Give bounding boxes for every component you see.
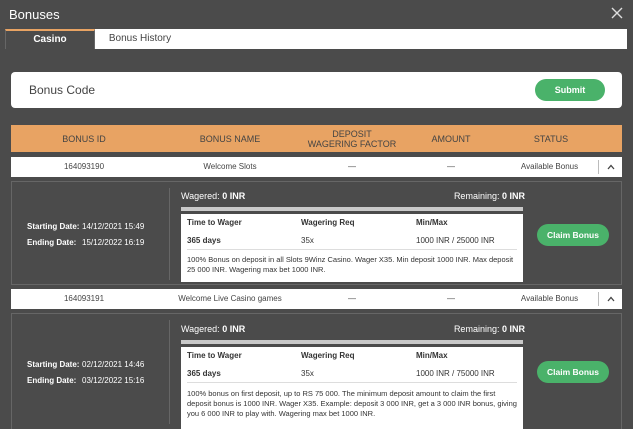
min-max-value: 1000 INR / 25000 INR xyxy=(416,236,495,245)
tab-bar xyxy=(5,29,627,49)
ending-date: Ending Date: 15/12/2022 16:19 xyxy=(27,238,145,247)
time-to-wager-value: 365 days xyxy=(187,369,221,378)
bonus-name: Welcome Slots xyxy=(203,162,257,171)
bonus-id: 164093190 xyxy=(63,162,105,171)
starting-date: Starting Date: 02/12/2021 14:46 xyxy=(27,360,145,369)
tab-bonus-history[interactable]: Bonus History xyxy=(95,29,185,49)
bonus-code-input[interactable]: Bonus Code xyxy=(29,83,96,97)
header-bonus-name: BONUS NAME xyxy=(199,133,261,144)
chevron-up-icon[interactable] xyxy=(605,161,617,173)
bonus-name: Welcome Live Casino games xyxy=(178,294,282,303)
bonus-description: 100% bonus on first deposit, up to RS 75 000. The minimum deposit amount to claim the first deposit bonus is 1000 INR. Wager X35. Example: deposit 3 000 INR, get a 3 000 INR bonus, giving you 6 000 INR to play with. Wagering max bet 1000 INR. xyxy=(187,389,517,418)
remaining-amount: Remaining: 0 INR xyxy=(453,191,525,201)
wager-progress-bar xyxy=(181,340,523,344)
wager-details-card xyxy=(181,214,523,282)
col-wagering-req: Wagering Req xyxy=(301,218,355,227)
row-divider xyxy=(598,160,599,174)
wager-details-card xyxy=(181,347,523,429)
wagering-req-value: 35x xyxy=(301,369,314,378)
bonus-description: 100% Bonus on deposit in all Slots 9Winz Casino. Wager X35. Min deposit 1000 INR. Max deposit 25 000 INR. Wagering max bet 1000 INR. xyxy=(187,255,514,274)
bonus-id: 164093191 xyxy=(63,294,105,303)
wagering-factor: — xyxy=(348,162,356,171)
col-time-to-wager: Time to Wager xyxy=(187,218,242,227)
card-separator xyxy=(187,249,517,250)
ending-date: Ending Date: 03/12/2022 15:16 xyxy=(27,376,145,385)
col-min-max: Min/Max xyxy=(416,218,448,227)
tab-casino[interactable]: Casino xyxy=(5,29,95,49)
card-separator xyxy=(187,382,517,383)
table-header xyxy=(11,125,622,152)
submit-button[interactable]: Submit xyxy=(535,79,605,101)
table-row[interactable] xyxy=(11,157,622,177)
wagered-amount: Wagered: 0 INR xyxy=(181,191,246,201)
status: Available Bonus xyxy=(520,294,579,303)
bonus-code-box xyxy=(11,72,622,108)
table-row[interactable] xyxy=(11,289,622,309)
wager-progress-bar xyxy=(181,207,523,211)
close-icon[interactable] xyxy=(609,5,625,21)
starting-date: Starting Date: 14/12/2021 15:49 xyxy=(27,222,145,231)
header-status: STATUS xyxy=(533,133,569,144)
col-wagering-req: Wagering Req xyxy=(301,351,355,360)
status: Available Bonus xyxy=(520,162,579,171)
wagered-amount: Wagered: 0 INR xyxy=(181,324,246,334)
chevron-up-icon[interactable] xyxy=(605,293,617,305)
header-bonus-id: BONUS ID xyxy=(62,133,106,144)
tab-bar-fill xyxy=(185,29,627,49)
wagering-req-value: 35x xyxy=(301,236,314,245)
col-time-to-wager: Time to Wager xyxy=(187,351,242,360)
time-to-wager-value: 365 days xyxy=(187,236,221,245)
panel-divider xyxy=(169,320,170,424)
header-amount: AMOUNT xyxy=(431,133,471,144)
amount: — xyxy=(447,162,455,171)
amount: — xyxy=(447,294,455,303)
window-titlebar xyxy=(0,0,633,28)
panel-divider xyxy=(169,188,170,280)
claim-bonus-button[interactable]: Claim Bonus xyxy=(537,361,609,383)
header-wagering-factor: DEPOSIT WAGERING FACTOR xyxy=(307,128,397,149)
col-min-max: Min/Max xyxy=(416,351,448,360)
claim-bonus-button[interactable]: Claim Bonus xyxy=(537,224,609,246)
window-title: Bonuses xyxy=(9,7,60,22)
bonus-detail-panel xyxy=(11,313,622,429)
bonus-detail-panel xyxy=(11,181,622,285)
row-divider xyxy=(598,292,599,306)
remaining-amount: Remaining: 0 INR xyxy=(453,324,525,334)
min-max-value: 1000 INR / 75000 INR xyxy=(416,369,495,378)
wagering-factor: — xyxy=(348,294,356,303)
